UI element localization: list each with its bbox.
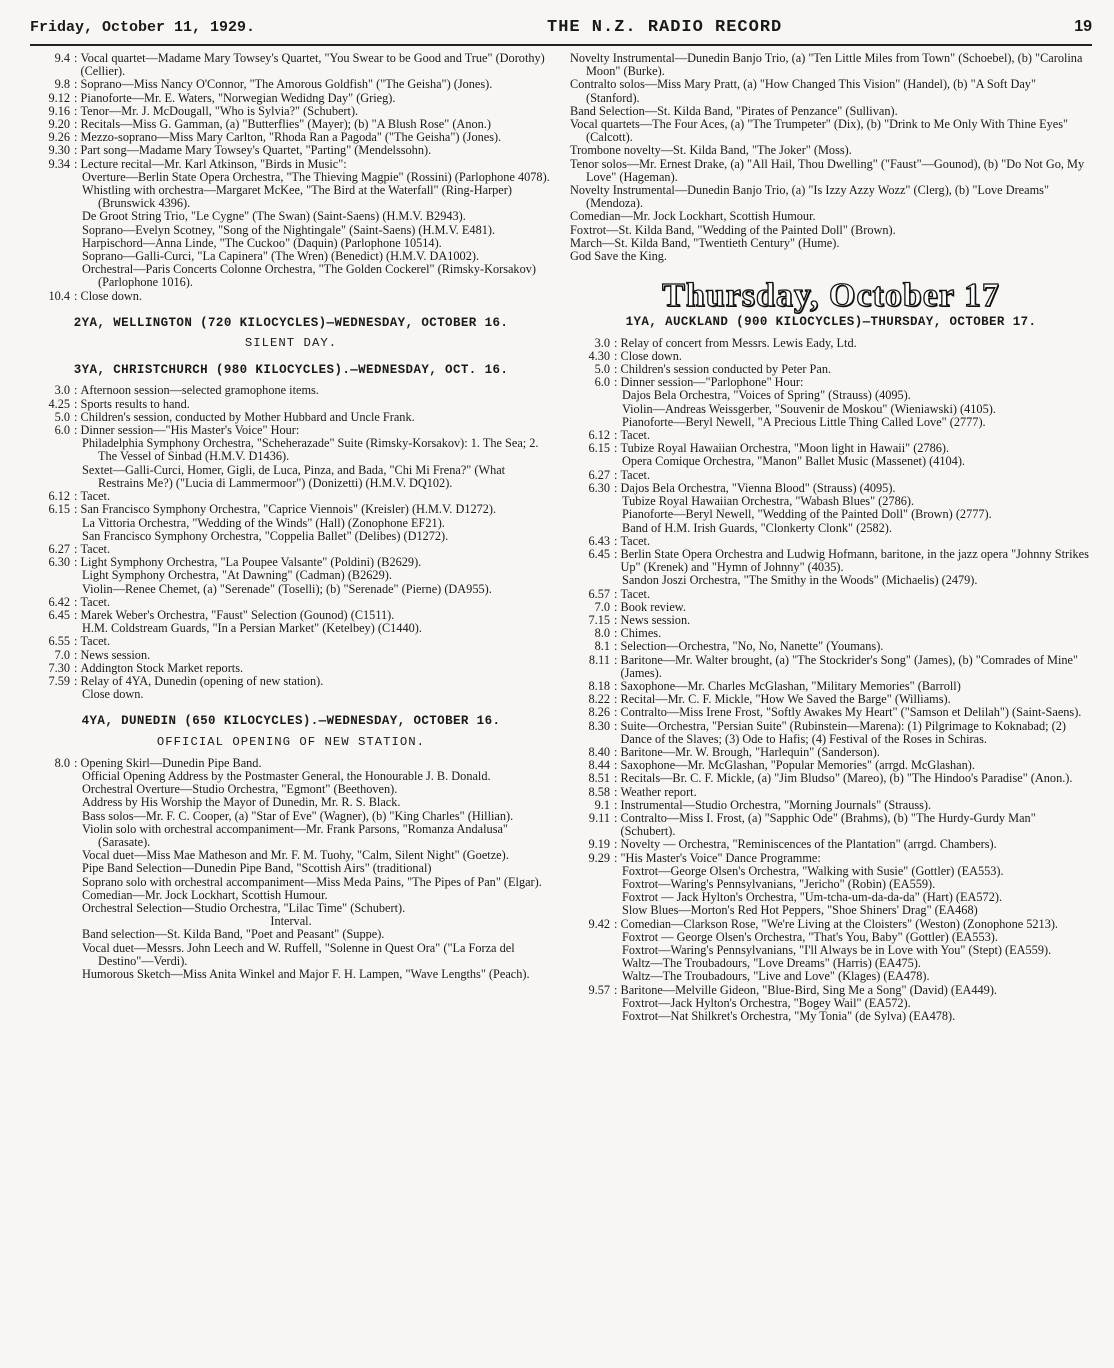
program-entry: God Save the King. xyxy=(570,249,667,264)
program-item: 7.59 : Relay of 4YA, Dunedin (opening of new station). xyxy=(30,675,552,688)
program-list xyxy=(30,543,552,569)
program-entry: Foxtrot—Nat Shilkret's Orchestra, "My Tonia" (de Sylva) (EA478). xyxy=(622,1009,956,1024)
program-entry: Soprano solo with orchestral accompaniment—Miss Meda Pains, "The Pipes of Pan" (Elgar). xyxy=(82,874,542,889)
program-time: 10.4 xyxy=(48,288,70,303)
program-item: 3.0 : Afternoon session—selected gramophone items. xyxy=(30,384,552,397)
program-sublist xyxy=(30,688,552,701)
program-sublist xyxy=(570,455,1092,468)
program-entry: Waltz—The Troubadours, "Live and Love" (Klages) (EA478). xyxy=(622,969,930,984)
program-entry: Vocal duet—Miss Mae Matheson and Mr. F. M. Tuohy, "Calm, Silent Night" (Goetze). xyxy=(82,848,509,863)
program-list xyxy=(30,490,552,516)
station-heading-3ya: 3YA, CHRISTCHURCH (980 KILOCYCLES).—WEDNESDAY, OCT. 16. xyxy=(73,363,509,378)
program-text: Contralto—Miss I. Frost, (a) "Sapphic Ode" (Brahms), (b) "The Hurdy-Gurdy Man" (Schubert). xyxy=(620,810,1036,839)
program-item: 6.0 : Dinner session—"Parlophone" Hour: xyxy=(570,376,1092,389)
program-sublist xyxy=(30,569,552,595)
program-time: 9.34 xyxy=(48,156,70,171)
program-entry: Sextet—Galli-Curci, Homer, Gigli, de Luca, Pinza, and Bada, "Chi Mi Frena?" (What Restrains Me?) ("Lucia di Lammermoor") (Donizetti) (H.M.V. DQ102). xyxy=(82,462,506,490)
program-entry: San Francisco Symphony Orchestra, "Coppelia Ballet" (Delibes) (D1272). xyxy=(82,528,449,543)
program-entry: Philadelphia Symphony Orchestra, "Scheherazade" Suite (Rimsky-Korsakov): 1. The Sea; 2. The Vessel of Sinbad (H.M.V. D1436). xyxy=(82,436,539,464)
program-sublist xyxy=(570,865,1092,918)
program-item: 6.27 : Tacet. xyxy=(30,543,552,556)
program-item: 6.0 : Dinner session—"His Master's Voice" Hour: xyxy=(30,424,552,437)
program-time: 9.19 xyxy=(588,837,610,852)
program-text: Tacet. xyxy=(620,467,651,482)
program-time: 6.45 xyxy=(48,607,70,622)
program-time: 6.42 xyxy=(48,594,70,609)
program-time: 9.1 xyxy=(594,797,610,812)
program-item: 10.4 : Close down. xyxy=(30,290,552,303)
program-time: 8.22 xyxy=(588,692,610,707)
program-text: Tacet. xyxy=(620,586,651,601)
program-item: 5.0 : Children's session conducted by Peter Pan. xyxy=(570,363,1092,376)
program-time: 9.4 xyxy=(54,51,70,65)
program-entry: Overture—Berlin State Opera Orchestra, "The Thieving Magpie" (Rossini) (Parlophone 4078). xyxy=(82,169,550,184)
program-entry: Soprano—Evelyn Scotney, "Song of the Nightingale" (Saint-Saens) (H.M.V. E481). xyxy=(82,222,496,237)
program-entry: Harpischord—Anna Linde, "The Cuckoo" (Daquin) (Parlophone 10514). xyxy=(82,235,442,250)
program-text: "His Master's Voice" Dance Programme: xyxy=(620,850,821,865)
program-entry: La Vittoria Orchestra, "Wedding of the Winds" (Hall) (Zonophone EF21). xyxy=(82,515,445,530)
program-sublist xyxy=(30,437,552,490)
program-item: 6.12 : Tacet. xyxy=(30,490,552,503)
program-text: Marek Weber's Orchestra, "Faust" Selection (Gounod) (C1511). xyxy=(80,607,395,622)
program-entry: Band Selection—St. Kilda Band, "Pirates of Penzance" (Sullivan). xyxy=(570,103,898,118)
program-entry: Foxtrot—Jack Hylton's Orchestra, "Bogey Wail" (EA572). xyxy=(622,995,911,1010)
program-time: 9.42 xyxy=(588,916,610,931)
program-item: 6.30 : Light Symphony Orchestra, "La Poupee Valsante" (Poldini) (B2629). xyxy=(30,556,552,569)
program-entry: Band of H.M. Irish Guards, "Clonkerty Clonk" (2582). xyxy=(622,520,892,535)
program-text: Close down. xyxy=(80,288,142,303)
program-entry: Close down. xyxy=(82,687,144,702)
program-text: Dajos Bela Orchestra, "Vienna Blood" (Strauss) (4095). xyxy=(620,480,896,495)
program-time: 4.30 xyxy=(588,348,610,363)
program-text: Lecture recital—Mr. Karl Atkinson, "Birds in Music": xyxy=(80,156,347,171)
program-time: 4.25 xyxy=(48,396,70,411)
program-list xyxy=(570,429,1092,455)
program-text: Book review. xyxy=(620,599,686,614)
program-entry: Comedian—Mr. Jock Lockhart, Scottish Humour. xyxy=(82,887,328,902)
program-text: Comedian—Clarkson Rose, "We're Living at the Cloisters" (Weston) (Zonophone 5213). xyxy=(620,916,1059,931)
program-item: 9.12 : Pianoforte—Mr. E. Waters, "Norwegian Wedidng Day" (Grieg). xyxy=(30,92,552,105)
program-entry: Trombone novelty—St. Kilda Band, "The Joker" (Moss). xyxy=(570,143,852,158)
program-time: 7.59 xyxy=(48,673,70,688)
program-sublist xyxy=(30,171,552,290)
program-time: 7.0 xyxy=(54,647,70,662)
program-entry: Tubize Royal Hawaiian Orchestra, "Wabash Blues" (2786). xyxy=(622,494,915,509)
program-text: Saxophone—Mr. Charles McGlashan, "Military Memories" (Barroll) xyxy=(620,678,961,693)
program-text: Recital—Mr. C. F. Mickle, "How We Saved the Barge" (Williams). xyxy=(620,692,951,707)
program-time: 9.16 xyxy=(48,103,70,118)
program-text: Weather report. xyxy=(620,784,697,799)
program-text: Contralto—Miss Irene Frost, "Softly Awakes My Heart" ("Samson et Delilah") (Saint-Saens). xyxy=(620,705,1082,720)
program-time: 9.57 xyxy=(588,982,610,997)
program-entry: Foxtrot—St. Kilda Band, "Wedding of the Painted Doll" (Brown). xyxy=(570,222,896,237)
program-entry: Slow Blues—Morton's Red Hot Peppers, "Shoe Shiners' Drag" (EA468) xyxy=(622,903,978,918)
program-text: Tacet. xyxy=(80,634,111,649)
program-entry: Novelty Instrumental—Dunedin Banjo Trio, (a) "Is Izzy Azzy Wozz" (Clerg), (b) "Love Dreams" (Mendoza). xyxy=(570,183,1049,211)
program-item: 8.40 : Baritone—Mr. W. Brough, "Harlequin" (Sanderson). xyxy=(570,746,1092,759)
program-entry: Orchestral Overture—Studio Orchestra, "Egmont" (Beethoven). xyxy=(82,782,398,797)
program-list xyxy=(30,384,552,437)
station-heading-1ya: 1YA, AUCKLAND (900 KILOCYCLES)—THURSDAY, OCTOBER 17. xyxy=(625,315,1037,330)
program-item: 9.26 : Mezzo-soprano—Miss Mary Carlton, "Rhoda Ran a Pagoda" ("The Geisha") (Jones). xyxy=(30,131,552,144)
program-entry: H.M. Coldstream Guards, "In a Persian Market" (Ketelbey) (C1440). xyxy=(82,621,422,636)
page-header xyxy=(30,18,1092,46)
program-text: Dinner session—"Parlophone" Hour: xyxy=(620,375,804,390)
program-time: 9.12 xyxy=(48,90,70,105)
program-list xyxy=(570,337,1092,390)
program-item: 8.44 : Saxophone—Mr. McGlashan, "Popular Memories" (arrgd. McGlashan). xyxy=(570,759,1092,772)
program-list xyxy=(30,635,552,688)
program-list xyxy=(570,588,1092,865)
program-entry: Violin—Renee Chemet, (a) "Serenade" (Toselli); (b) "Serenade" (Pierne) (DA955). xyxy=(82,581,492,596)
program-item: 9.4 : Vocal quartet—Madame Mary Towsey's Quartet, "You Swear to be Good and True" (Dorothy) (Cellier). xyxy=(30,52,552,78)
program-item: 9.11 : Contralto—Miss I. Frost, (a) "Sapphic Ode" (Brahms), (b) "The Hurdy-Gurdy Man" (Schubert). xyxy=(570,812,1092,838)
program-list xyxy=(570,918,1092,931)
program-text: Sports results to hand. xyxy=(80,396,190,411)
program-time: 6.55 xyxy=(48,634,70,649)
program-item: 8.11 : Baritone—Mr. Walter brought, (a) "The Stockrider's Song" (James), (b) "Comrades of Mine" (James). xyxy=(570,654,1092,680)
program-item: 6.45 : Marek Weber's Orchestra, "Faust" Selection (Gounod) (C1511). xyxy=(30,609,552,622)
program-item: 9.20 : Recitals—Miss G. Gamman, (a) "Butterflies" (Mayer); (b) "A Blush Rose" (Anon.) xyxy=(30,118,552,131)
program-time: 6.12 xyxy=(48,489,70,504)
program-entry: Orchestral—Paris Concerts Colonne Orchestra, "The Golden Cockerel" (Rimsky-Korsakov) (Parlophone 1016). xyxy=(82,262,536,290)
program-item: 9.30 : Part song—Madame Mary Towsey's Quartet, "Parting" (Mendelssohn). xyxy=(30,144,552,157)
program-entry: Foxtrot — Jack Hylton's Orchestra, "Um-tcha-um-da-da-da" (Hart) (EA572). xyxy=(622,890,1003,905)
program-item: 8.22 : Recital—Mr. C. F. Mickle, "How We Saved the Barge" (Williams). xyxy=(570,693,1092,706)
program-entry: Pianoforte—Beryl Newell, "Wedding of the Painted Doll" (Brown) (2777). xyxy=(622,507,992,522)
program-text: Tubize Royal Hawaiian Orchestra, "Moon light in Hawaii" (2786). xyxy=(620,441,950,456)
program-entry: Vocal duet—Messrs. John Leech and W. Ruffell, "Solenne in Quest Ora" ("La Forza del Destino"—Verdi). xyxy=(82,940,515,968)
program-time: 8.0 xyxy=(54,755,70,770)
program-sublist xyxy=(570,931,1092,984)
program-item: 9.42 : Comedian—Clarkson Rose, "We're Living at the Cloisters" (Weston) (Zonophone 5213). xyxy=(570,918,1092,931)
program-time: 3.0 xyxy=(594,335,610,350)
program-time: 6.57 xyxy=(588,586,610,601)
program-item: 7.30 : Addington Stock Market reports. xyxy=(30,662,552,675)
program-list xyxy=(570,535,1092,575)
program-entry: Violin—Andreas Weissgerber, "Souvenir de Moskou" (Wieniawski) (4105). xyxy=(622,401,996,416)
program-entry: Address by His Worship the Mayor of Dunedin, Mr. R. S. Black. xyxy=(82,795,401,810)
program-time: 6.15 xyxy=(588,441,610,456)
program-time: 8.0 xyxy=(594,626,610,641)
program-entry: Foxtrot—George Olsen's Orchestra, "Walking with Susie" (Gottler) (EA553). xyxy=(622,863,1004,878)
program-item: 8.26 : Contralto—Miss Irene Frost, "Softly Awakes My Heart" ("Samson et Delilah") (Saint-Saens). xyxy=(570,706,1092,719)
program-time: 6.0 xyxy=(54,423,70,438)
program-text: News session. xyxy=(80,647,151,662)
program-sublist xyxy=(30,770,552,915)
program-entry: Contralto solos—Miss Mary Pratt, (a) "How Changed This Vision" (Handel), (b) "A Soft Day" (Stanford). xyxy=(570,77,1036,105)
program-text: Relay of concert from Messrs. Lewis Eady, Ltd. xyxy=(620,335,857,350)
program-time: 8.40 xyxy=(588,744,610,759)
program-item: 4.25 : Sports results to hand. xyxy=(30,398,552,411)
opening-note: OFFICIAL OPENING OF NEW STATION. xyxy=(156,734,426,749)
station-heading-2ya: 2YA, WELLINGTON (720 KILOCYCLES)—WEDNESDAY, OCTOBER 16. xyxy=(73,315,509,330)
program-text: Tenor—Mr. J. McDougall, "Who is Sylvia?" (Schubert). xyxy=(80,103,359,118)
program-time: 6.27 xyxy=(588,467,610,482)
program-item: 8.18 : Saxophone—Mr. Charles McGlashan, "Military Memories" (Barroll) xyxy=(570,680,1092,693)
interval-label: Interval. xyxy=(270,914,312,929)
program-text: Dinner session—"His Master's Voice" Hour: xyxy=(80,423,300,438)
program-text: Vocal quartet—Madame Mary Towsey's Quartet, "You Swear to be Good and True" (Dorothy) (Cellier). xyxy=(80,51,545,79)
page-number: 19 xyxy=(1074,18,1092,35)
program-entry: Comedian—Mr. Jock Lockhart, Scottish Humour. xyxy=(570,209,816,224)
program-item: 3.0 : Relay of concert from Messrs. Lewis Eady, Ltd. xyxy=(570,337,1092,350)
program-sublist xyxy=(570,574,1092,587)
program-list xyxy=(30,52,552,171)
program-text: Mezzo-soprano—Miss Mary Carlton, "Rhoda Ran a Pagoda" ("The Geisha") (Jones). xyxy=(80,130,502,145)
program-time: 8.18 xyxy=(588,678,610,693)
program-text: Tacet. xyxy=(80,489,111,504)
program-text: Children's session conducted by Peter Pan. xyxy=(620,362,832,377)
program-item: 8.0 : Opening Skirl—Dunedin Pipe Band. xyxy=(30,757,552,770)
program-item: 6.15 : Tubize Royal Hawaiian Orchestra, "Moon light in Hawaii" (2786). xyxy=(570,442,1092,455)
header-date: Friday, October 11, 1929. xyxy=(30,19,256,36)
silent-day-note: SILENT DAY. xyxy=(244,336,338,351)
program-entry: Tenor solos—Mr. Ernest Drake, (a) "All Hail, Thou Dwelling" ("Faust"—Gounod), (b) "Do Not Go, My Love" (Hageman). xyxy=(570,156,1085,184)
program-text: Children's session, conducted by Mother Hubbard and Uncle Frank. xyxy=(80,409,415,424)
program-entry: Light Symphony Orchestra, "At Dawning" (Cadman) (B2629). xyxy=(82,568,392,583)
program-text: San Francisco Symphony Orchestra, "Caprice Viennois" (Kreisler) (H.M.V. D1272). xyxy=(80,502,497,517)
program-time: 9.20 xyxy=(48,117,70,132)
program-text: Pianoforte—Mr. E. Waters, "Norwegian Wedidng Day" (Grieg). xyxy=(80,90,396,105)
program-time: 8.58 xyxy=(588,784,610,799)
program-item: 7.15 : News session. xyxy=(570,614,1092,627)
program-text: Baritone—Mr. W. Brough, "Harlequin" (Sanderson). xyxy=(620,744,880,759)
program-text: Baritone—Mr. Walter brought, (a) "The Stockrider's Song" (James), (b) "Comrades of Mine" (James). xyxy=(620,652,1079,680)
program-time: 6.45 xyxy=(588,546,610,561)
program-sublist xyxy=(570,997,1092,1023)
program-item: 8.0 : Chimes. xyxy=(570,627,1092,640)
program-text: Light Symphony Orchestra, "La Poupee Valsante" (Poldini) (B2629). xyxy=(80,555,422,570)
program-text: Tacet. xyxy=(620,533,651,548)
program-item: 6.15 : San Francisco Symphony Orchestra, "Caprice Viennois" (Kreisler) (H.M.V. D1272). xyxy=(30,503,552,516)
program-text: Baritone—Melville Gideon, "Blue-Bird, Sing Me a Song" (David) (EA449). xyxy=(620,982,997,997)
right-column xyxy=(570,52,1092,1023)
program-entry: Sandon Joszi Orchestra, "The Smithy in the Woods" (Michaelis) (2479). xyxy=(622,573,978,588)
program-entry: Foxtrot—Waring's Pennsylvanians, "I'll Always be in Love with You" (Stept) (EA559). xyxy=(622,943,1052,957)
program-entry: Soprano—Galli-Curci, "La Capinera" (The Wren) (Benedict) (H.M.V. DA1002). xyxy=(82,249,480,264)
program-time: 6.0 xyxy=(594,375,610,390)
program-time: 8.51 xyxy=(588,771,610,786)
program-text: Close down. xyxy=(620,348,682,363)
program-time: 7.0 xyxy=(594,599,610,614)
program-sublist xyxy=(570,495,1092,535)
program-text: News session. xyxy=(620,612,691,627)
program-time: 8.11 xyxy=(588,652,610,667)
program-entry: Orchestral Selection—Studio Orchestra, "Lilac Time" (Schubert). xyxy=(82,900,406,915)
program-time: 8.26 xyxy=(588,705,610,720)
program-item: 8.30 : Suite—Orchestra, "Persian Suite" (Rubinstein—Marena): (1) Pilgrimage to Koknabad; (2) Dance of the Slaves; (3) Ode to Hafis; (4) Festival of the Roses in Schiras. xyxy=(570,720,1092,746)
program-item: 6.43 : Tacet. xyxy=(570,535,1092,548)
program-text: Selection—Orchestra, "No, No, Nanette" (Youmans). xyxy=(620,639,884,654)
program-time: 6.27 xyxy=(48,541,70,556)
program-entry: Vocal quartets—The Four Aces, (a) "The Trumpeter" (Dix), (b) "Drink to Me Only With Thine Eyes" (Calcott). xyxy=(570,117,1069,145)
program-item: 9.1 : Instrumental—Studio Orchestra, "Morning Journals" (Strauss). xyxy=(570,799,1092,812)
left-column xyxy=(30,52,552,1023)
program-time: 8.1 xyxy=(594,639,610,654)
program-entry: Whistling with orchestra—Margaret McKee, "The Bird at the Waterfall" (Ring-Harper) (Brunswick 4396). xyxy=(82,183,512,211)
program-entry: Foxtrot — George Olsen's Orchestra, "That's You, Baby" (Gottler) (EA553). xyxy=(622,929,998,944)
program-time: 6.30 xyxy=(48,555,70,570)
program-item: 4.30 : Close down. xyxy=(570,350,1092,363)
program-sublist xyxy=(570,389,1092,429)
program-time: 8.44 xyxy=(588,758,610,773)
program-text: Tacet. xyxy=(620,428,651,443)
program-item: 6.12 : Tacet. xyxy=(570,429,1092,442)
program-item: 8.51 : Recitals—Br. C. F. Mickle, (a) "Jim Bludso" (Mareo), (b) "The Hindoo's Paradise" (Anon.). xyxy=(570,772,1092,785)
program-time: 7.15 xyxy=(588,612,610,627)
program-item: 9.34 : Lecture recital—Mr. Karl Atkinson, "Birds in Music": xyxy=(30,158,552,171)
program-item: 5.0 : Children's session, conducted by Mother Hubbard and Uncle Frank. xyxy=(30,411,552,424)
program-time: 6.12 xyxy=(588,428,610,443)
program-entry: Official Opening Address by the Postmaster General, the Honourable J. B. Donald. xyxy=(82,768,491,783)
program-entry: Pianoforte—Beryl Newell, "A Precious Little Thing Called Love" (2777). xyxy=(622,414,986,429)
program-entry: Novelty Instrumental—Dunedin Banjo Trio, (a) "Ten Little Miles from Town" (Schoebel), (b) "Carolina Moon" (Burke). xyxy=(570,51,1083,79)
program-item: 6.55 : Tacet. xyxy=(30,635,552,648)
program-text: Tacet. xyxy=(80,541,111,556)
program-text: Addington Stock Market reports. xyxy=(80,660,244,675)
program-sublist xyxy=(570,52,1092,263)
program-entry: De Groot String Trio, "Le Cygne" (The Swan) (Saint-Saens) (H.M.V. B2943). xyxy=(82,209,466,224)
program-text: Berlin State Opera Orchestra and Ludwig Hofmann, baritone, in the jazz opera "Johnny Strikes Up" (Krenek) and "Hymn of Johnny" (4035). xyxy=(620,546,1089,575)
program-entry: Foxtrot—Waring's Pennsylvanians, "Jericho" (Robin) (EA559). xyxy=(622,876,936,891)
program-item: 9.16 : Tenor—Mr. J. McDougall, "Who is Sylvia?" (Schubert). xyxy=(30,105,552,118)
program-time: 9.8 xyxy=(54,77,70,92)
program-time: 5.0 xyxy=(594,362,610,377)
program-text: Tacet. xyxy=(80,594,111,609)
program-item: 6.30 : Dajos Bela Orchestra, "Vienna Blood" (Strauss) (4095). xyxy=(570,482,1092,495)
header-title: THE N.Z. RADIO RECORD xyxy=(547,18,783,37)
program-text: Instrumental—Studio Orchestra, "Morning Journals" (Strauss). xyxy=(620,797,932,812)
program-entry: Bass solos—Mr. F. C. Cooper, (a) "Star of Eve" (Wagner), (b) "King Charles" (Hillian). xyxy=(82,808,514,823)
station-heading-4ya: 4YA, DUNEDIN (650 KILOCYCLES).—WEDNESDAY, OCTOBER 16. xyxy=(81,714,501,729)
program-time: 3.0 xyxy=(54,383,70,398)
program-entry: Violin solo with orchestral accompaniment—Mr. Frank Parsons, "Romanza Andalusa" (Sarasate). xyxy=(82,821,508,849)
program-time: 6.43 xyxy=(588,533,610,548)
program-text: Chimes. xyxy=(620,626,662,641)
program-sublist xyxy=(30,517,552,543)
program-time: 6.15 xyxy=(48,502,70,517)
program-entry: Pipe Band Selection—Dunedin Pipe Band, "Scottish Airs" (traditional) xyxy=(82,861,432,876)
program-text: Saxophone—Mr. McGlashan, "Popular Memories" (arrgd. McGlashan). xyxy=(620,758,975,773)
program-item: 6.57 : Tacet. xyxy=(570,588,1092,601)
program-list xyxy=(30,596,552,622)
program-entry: Band selection—St. Kilda Band, "Poet and Peasant" (Suppe). xyxy=(82,927,385,942)
day-title: Thursday, October 17 xyxy=(662,277,1000,315)
program-item: 6.45 : Berlin State Opera Orchestra and Ludwig Hofmann, baritone, in the jazz opera "Johnny Strikes Up" (Krenek) and "Hymn of Johnny" (4035). xyxy=(570,548,1092,574)
program-text: Novelty — Orchestra, "Reminiscences of the Plantation" (arrgd. Chambers). xyxy=(620,837,997,852)
program-item: 9.19 : Novelty — Orchestra, "Reminiscences of the Plantation" (arrgd. Chambers). xyxy=(570,838,1092,851)
program-time: 9.26 xyxy=(48,130,70,145)
program-entry: Opera Comique Orchestra, "Manon" Ballet Music (Massenet) (4104). xyxy=(622,454,965,469)
program-time: 8.30 xyxy=(588,718,610,733)
program-sublist xyxy=(30,928,552,981)
program-text: Opening Skirl—Dunedin Pipe Band. xyxy=(80,755,262,770)
program-list xyxy=(570,984,1092,997)
program-text: Part song—Madame Mary Towsey's Quartet, "Parting" (Mendelssohn). xyxy=(80,143,432,158)
program-text: Afternoon session—selected gramophone items. xyxy=(80,383,319,398)
program-time: 9.30 xyxy=(48,143,70,158)
program-item: 9.29 : "His Master's Voice" Dance Programme: xyxy=(570,852,1092,865)
program-list xyxy=(570,469,1092,495)
program-list xyxy=(30,757,552,770)
program-entry: March—St. Kilda Band, "Twentieth Century" (Hume). xyxy=(570,235,840,250)
program-text: Recitals—Miss G. Gamman, (a) "Butterflies" (Mayer); (b) "A Blush Rose" (Anon.) xyxy=(80,117,491,132)
program-item: 9.8 : Soprano—Miss Nancy O'Connor, "The Amorous Goldfish" ("The Geisha") (Jones). xyxy=(30,78,552,91)
program-item: 7.0 : News session. xyxy=(30,649,552,662)
program-time: 9.11 xyxy=(588,810,610,825)
program-text: Suite—Orchestra, "Persian Suite" (Rubinstein—Marena): (1) Pilgrimage to Koknabad; (2) Dance of the Slaves; (3) Ode to Hafis; (4) Festival of the Roses in Schiras. xyxy=(620,718,1066,746)
program-time: 9.29 xyxy=(588,850,610,865)
program-time: 6.30 xyxy=(588,480,610,495)
program-item: 6.42 : Tacet. xyxy=(30,596,552,609)
program-item: 9.57 : Baritone—Melville Gideon, "Blue-Bird, Sing Me a Song" (David) (EA449). xyxy=(570,984,1092,997)
program-item: 8.1 : Selection—Orchestra, "No, No, Nanette" (Youmans). xyxy=(570,640,1092,653)
program-item: 8.58 : Weather report. xyxy=(570,786,1092,799)
program-time: 5.0 xyxy=(54,409,70,424)
program-text: Soprano—Miss Nancy O'Connor, "The Amorous Goldfish" ("The Geisha") (Jones). xyxy=(80,77,493,92)
program-item: 6.27 : Tacet. xyxy=(570,469,1092,482)
program-text: Recitals—Br. C. F. Mickle, (a) "Jim Bludso" (Mareo), (b) "The Hindoo's Paradise" (Anon.). xyxy=(620,771,1073,786)
program-entry: Dajos Bela Orchestra, "Voices of Spring" (Strauss) (4095). xyxy=(622,388,911,403)
program-item: 7.0 : Book review. xyxy=(570,601,1092,614)
program-text: Relay of 4YA, Dunedin (opening of new station). xyxy=(80,673,324,688)
program-time: 7.30 xyxy=(48,660,70,675)
program-entry: Waltz—The Troubadours, "Love Dreams" (Harris) (EA475). xyxy=(622,956,921,971)
program-entry: Humorous Sketch—Miss Anita Winkel and Major F. H. Lampen, "Wave Lengths" (Peach). xyxy=(82,967,530,981)
